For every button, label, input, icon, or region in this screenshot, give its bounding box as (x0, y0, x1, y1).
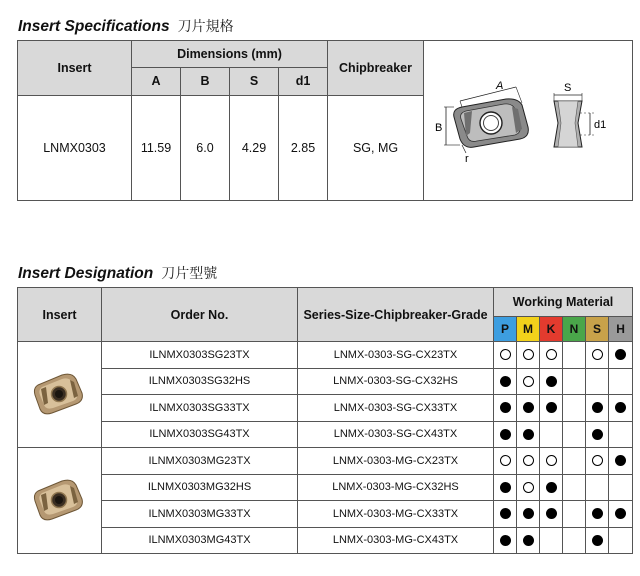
material-mark-h (609, 474, 633, 501)
table-row (18, 395, 633, 422)
recommended-dot-icon (500, 376, 511, 387)
material-mark-h (609, 501, 633, 528)
series-code: LNMX-0303-SG-CX32HS (298, 368, 494, 395)
table-row (18, 342, 633, 369)
order-number: ILNMX0303SG33TX (102, 395, 298, 422)
designation-header-insert: Insert (18, 288, 102, 342)
material-mark-m (517, 527, 540, 554)
material-mark-n (563, 342, 586, 369)
recommended-dot-icon (592, 429, 603, 440)
spec-header-s: S (230, 68, 279, 95)
recommended-dot-icon (615, 508, 626, 519)
recommended-dot-icon (592, 402, 603, 413)
spec-header-chipbreaker: Chipbreaker (328, 41, 424, 96)
recommended-dot-icon (500, 429, 511, 440)
material-mark-s (586, 448, 609, 475)
material-mark-h (609, 342, 633, 369)
spec-header-dimensions: Dimensions (mm) (132, 41, 328, 68)
recommended-dot-icon (592, 508, 603, 519)
order-number: ILNMX0303SG23TX (102, 342, 298, 369)
material-mark-k (540, 342, 563, 369)
designation-table (17, 287, 633, 554)
table-row (18, 527, 633, 554)
material-mark-k (540, 395, 563, 422)
series-code: LNMX-0303-SG-CX23TX (298, 342, 494, 369)
suitable-circle-icon (546, 455, 557, 466)
material-mark-p (494, 368, 517, 395)
material-mark-m (517, 421, 540, 448)
suitable-circle-icon (523, 376, 534, 387)
designation-section-title (18, 263, 217, 283)
recommended-dot-icon (615, 402, 626, 413)
material-mark-h (609, 395, 633, 422)
material-mark-m (517, 395, 540, 422)
table-row (18, 501, 633, 528)
spec-cell-insert: LNMX0303 (18, 95, 132, 200)
spec-cell-chipbreaker: SG, MG (328, 95, 424, 200)
material-mark-k (540, 448, 563, 475)
spec-header-insert: Insert (18, 41, 132, 96)
material-header-k: K (540, 317, 563, 342)
material-mark-s (586, 474, 609, 501)
spec-title-en: Insert Specifications (18, 18, 170, 35)
table-row (18, 448, 633, 475)
order-number: ILNMX0303SG32HS (102, 368, 298, 395)
material-mark-s (586, 342, 609, 369)
material-header-m: M (517, 317, 540, 342)
material-mark-p (494, 395, 517, 422)
material-mark-k (540, 368, 563, 395)
spec-table (17, 40, 633, 201)
material-mark-s (586, 527, 609, 554)
material-mark-m (517, 368, 540, 395)
material-header-s: S (586, 317, 609, 342)
material-mark-k (540, 421, 563, 448)
spec-cell-s: 4.29 (230, 95, 279, 200)
material-mark-n (563, 395, 586, 422)
diagram-label-b: B (435, 122, 443, 134)
spec-header-a: A (132, 68, 181, 95)
material-mark-h (609, 448, 633, 475)
order-number: ILNMX0303MG23TX (102, 448, 298, 475)
material-mark-p (494, 448, 517, 475)
material-mark-k (540, 474, 563, 501)
recommended-dot-icon (546, 482, 557, 493)
designation-title-zh: 刀片型號 (161, 266, 218, 282)
material-mark-m (517, 448, 540, 475)
recommended-dot-icon (546, 402, 557, 413)
insert-diagram-cell (424, 41, 633, 201)
series-code: LNMX-0303-MG-CX33TX (298, 501, 494, 528)
material-mark-p (494, 501, 517, 528)
table-row (18, 368, 633, 395)
suitable-circle-icon (500, 349, 511, 360)
suitable-circle-icon (523, 349, 534, 360)
material-mark-s (586, 421, 609, 448)
material-mark-n (563, 368, 586, 395)
spec-header-d1: d1 (279, 68, 328, 95)
series-code: LNMX-0303-SG-CX33TX (298, 395, 494, 422)
recommended-dot-icon (500, 508, 511, 519)
material-header-p: P (494, 317, 517, 342)
material-header-n: N (563, 317, 586, 342)
spec-title-zh: 刀片規格 (177, 19, 234, 35)
material-header-h: H (609, 317, 633, 342)
designation-table-body (18, 342, 633, 554)
spec-header-b: B (181, 68, 230, 95)
recommended-dot-icon (500, 402, 511, 413)
series-code: LNMX-0303-MG-CX23TX (298, 448, 494, 475)
material-mark-p (494, 474, 517, 501)
diagram-label-r: r (465, 153, 469, 165)
order-number: ILNMX0303MG33TX (102, 501, 298, 528)
table-row (18, 474, 633, 501)
material-mark-p (494, 527, 517, 554)
suitable-circle-icon (523, 455, 534, 466)
recommended-dot-icon (500, 482, 511, 493)
insert-dimension-diagram (424, 41, 633, 197)
insert-top-view-icon (454, 99, 529, 147)
suitable-circle-icon (592, 455, 603, 466)
suitable-circle-icon (546, 349, 557, 360)
material-mark-m (517, 474, 540, 501)
recommended-dot-icon (615, 455, 626, 466)
material-mark-h (609, 527, 633, 554)
insert-photo-icon (32, 365, 88, 421)
order-number: ILNMX0303MG43TX (102, 527, 298, 554)
material-mark-s (586, 368, 609, 395)
insert-side-view-icon (554, 101, 582, 147)
material-mark-n (563, 527, 586, 554)
recommended-dot-icon (523, 535, 534, 546)
material-mark-h (609, 368, 633, 395)
spec-section-title (18, 16, 234, 36)
suitable-circle-icon (592, 349, 603, 360)
material-mark-s (586, 501, 609, 528)
recommended-dot-icon (523, 508, 534, 519)
material-mark-n (563, 421, 586, 448)
diagram-label-s: S (564, 82, 572, 94)
series-code: LNMX-0303-MG-CX43TX (298, 527, 494, 554)
spec-cell-d1: 2.85 (279, 95, 328, 200)
insert-image-cell (18, 342, 102, 448)
table-row (18, 421, 633, 448)
designation-header-order-no: Order No. (102, 288, 298, 342)
material-mark-n (563, 474, 586, 501)
suitable-circle-icon (523, 482, 534, 493)
recommended-dot-icon (523, 429, 534, 440)
spec-cell-b: 6.0 (181, 95, 230, 200)
material-mark-n (563, 501, 586, 528)
designation-title-en: Insert Designation (18, 265, 154, 282)
material-mark-n (563, 448, 586, 475)
insert-photo-icon (32, 471, 88, 527)
material-mark-k (540, 501, 563, 528)
material-mark-p (494, 342, 517, 369)
material-mark-m (517, 501, 540, 528)
diagram-label-a: A (496, 80, 504, 92)
designation-header-series: Series-Size-Chipbreaker-Grade (298, 288, 494, 342)
material-mark-m (517, 342, 540, 369)
suitable-circle-icon (500, 455, 511, 466)
insert-image-cell (18, 448, 102, 554)
material-mark-s (586, 395, 609, 422)
designation-header-working-material: Working Material (494, 288, 633, 317)
order-number: ILNMX0303SG43TX (102, 421, 298, 448)
recommended-dot-icon (500, 535, 511, 546)
series-code: LNMX-0303-MG-CX32HS (298, 474, 494, 501)
material-mark-p (494, 421, 517, 448)
recommended-dot-icon (546, 376, 557, 387)
recommended-dot-icon (615, 349, 626, 360)
series-code: LNMX-0303-SG-CX43TX (298, 421, 494, 448)
order-number: ILNMX0303MG32HS (102, 474, 298, 501)
material-mark-k (540, 527, 563, 554)
material-mark-h (609, 421, 633, 448)
recommended-dot-icon (592, 535, 603, 546)
recommended-dot-icon (523, 402, 534, 413)
recommended-dot-icon (546, 508, 557, 519)
diagram-label-d1: d1 (594, 119, 607, 131)
spec-cell-a: 11.59 (132, 95, 181, 200)
